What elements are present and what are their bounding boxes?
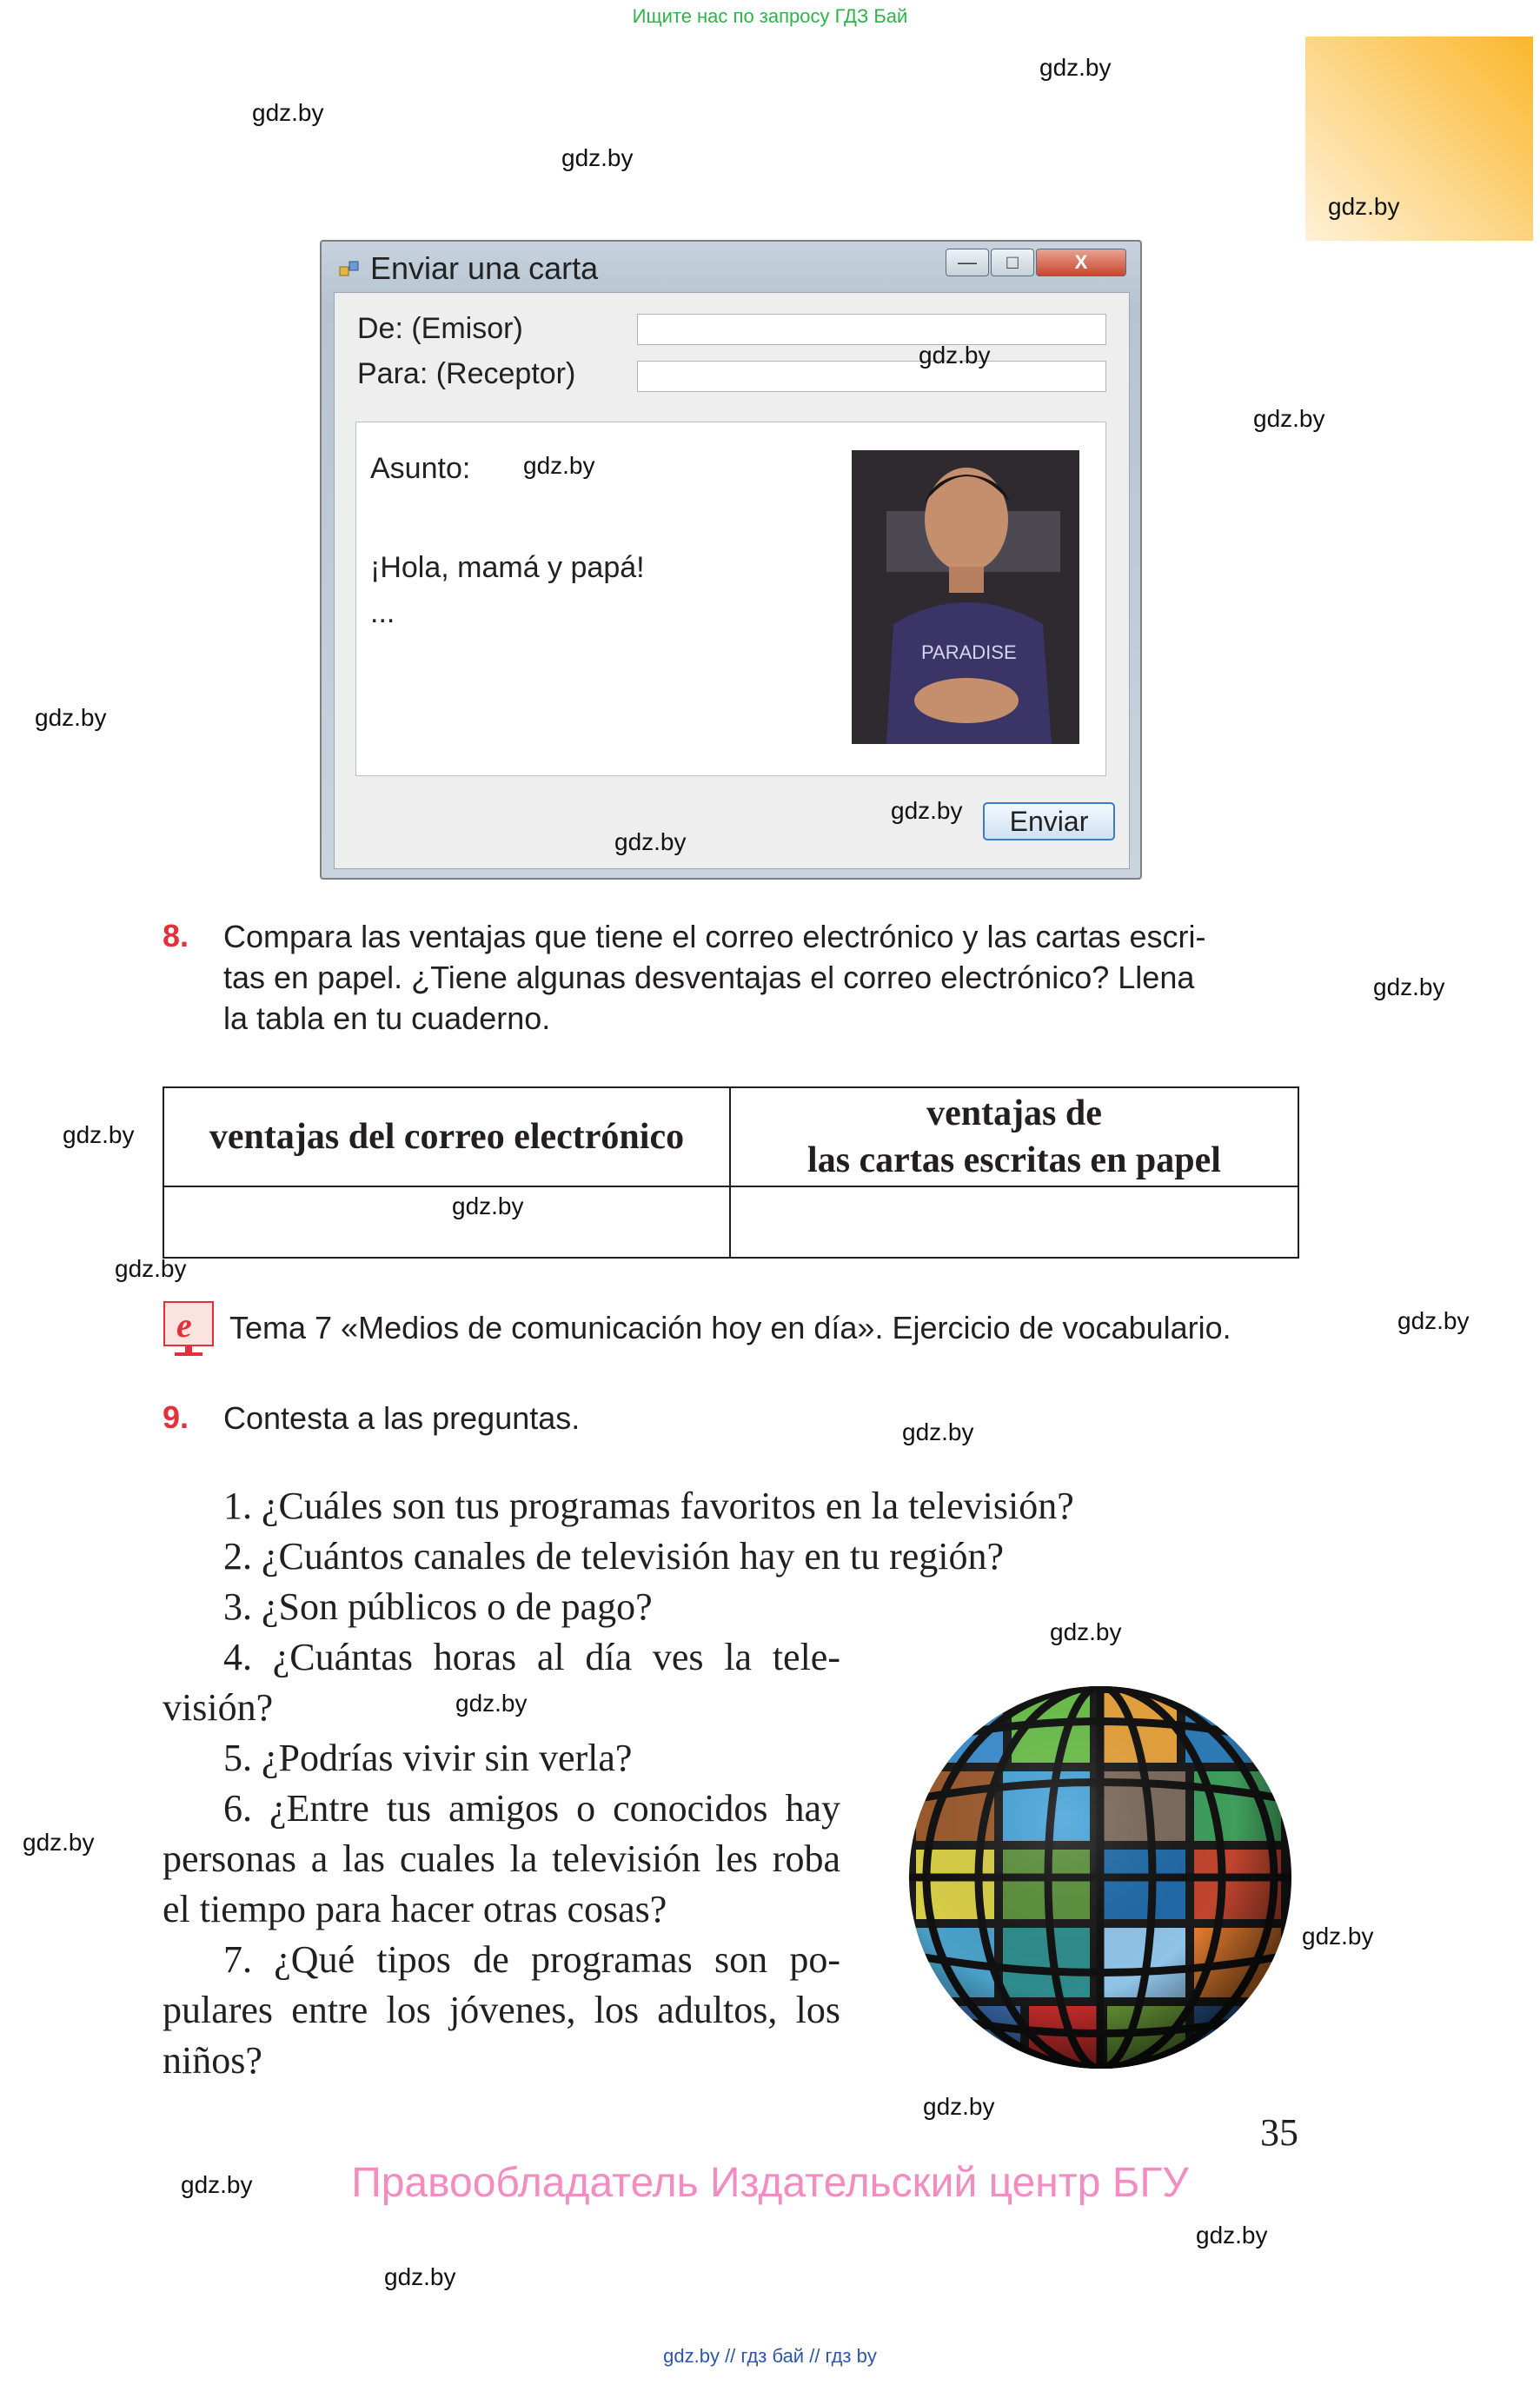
watermark: gdz.by: [455, 1690, 528, 1717]
greeting-text: ¡Hola, mamá y papá!: [370, 551, 645, 584]
minimize-icon[interactable]: —: [946, 249, 989, 276]
table-cell-email: [163, 1186, 730, 1258]
question-line: el tiempo para hacer otras cosas?: [163, 1888, 667, 1930]
watermark: gdz.by: [1050, 1618, 1122, 1645]
table-header-paper-line: las cartas escritas en papel: [807, 1140, 1221, 1180]
exercise-8-text: [223, 916, 1301, 1039]
table-cell-paper: [730, 1186, 1298, 1258]
question-line: 5. ¿Podrías vivir sin verla?: [223, 1737, 633, 1779]
copyright-notice: Правообладатель Издательский центр БГУ: [351, 2160, 1189, 2206]
top-banner[interactable]: Ищите нас по запросу ГДЗ Бай: [632, 5, 908, 27]
watermark: gdz.by: [1328, 193, 1400, 220]
watermark: gdz.by: [252, 99, 324, 126]
watermark: gdz.by: [384, 2263, 456, 2290]
advantages-table: [163, 1086, 1299, 1259]
watermark: gdz.by: [35, 704, 107, 731]
question-line: niños?: [163, 2039, 262, 2082]
sender-photo: [852, 450, 1079, 744]
e-task-icon: [163, 1300, 220, 1358]
page-number: 35: [1260, 2111, 1298, 2154]
to-field[interactable]: [637, 361, 1106, 392]
watermark: gdz.by: [923, 2093, 995, 2120]
send-letter-dialog: [320, 240, 1142, 880]
from-field[interactable]: [637, 314, 1106, 345]
question-line: 6. ¿Entre tus amigos o conocidos hay: [223, 1787, 840, 1830]
exercise-9-title: Contesta a las preguntas.: [223, 1400, 581, 1436]
from-label: De: (Emisor): [357, 312, 523, 345]
dialog-title: Enviar una carta: [370, 250, 599, 286]
watermark: gdz.by: [1253, 405, 1325, 432]
table-header-paper-line: ventajas de: [926, 1093, 1102, 1133]
exercise-9-number: 9.: [163, 1399, 189, 1435]
exercise-8-number: 8.: [163, 918, 189, 953]
message-body[interactable]: [355, 422, 1106, 776]
watermark: gdz.by: [919, 342, 991, 369]
maximize-icon[interactable]: □: [991, 249, 1034, 276]
ellipsis-text: ...: [370, 596, 395, 629]
question-line: 4. ¿Cuántas horas al día ves la tele-: [223, 1636, 840, 1678]
e-task-letter: e: [176, 1305, 192, 1345]
exercise-8-line: tas en papel. ¿Tiene algunas desventajas el correo electrónico? Llena: [223, 960, 1195, 995]
watermark: gdz.by: [1373, 973, 1445, 1000]
watermark: gdz.by: [452, 1192, 524, 1219]
watermark: gdz.by: [1302, 1923, 1374, 1950]
tv-globe-image: [907, 1684, 1293, 2070]
question-line: 3. ¿Son públicos o de pago?: [223, 1585, 653, 1628]
watermark: gdz.by: [63, 1121, 135, 1148]
close-icon[interactable]: X: [1036, 249, 1126, 276]
watermark: gdz.by: [115, 1255, 187, 1282]
watermark: gdz.by: [891, 797, 963, 824]
table-header-email: ventajas del correo electrónico: [163, 1087, 730, 1186]
watermark: gdz.by: [1039, 54, 1112, 81]
window-app-icon: [339, 259, 360, 280]
svg-text:PARADISE: PARADISE: [921, 641, 1017, 663]
watermark: gdz.by: [23, 1829, 95, 1856]
question-line: personas a las cuales la televisión les roba: [163, 1837, 840, 1880]
bottom-banner[interactable]: gdz.by // гдз бай // гдз by: [663, 2345, 877, 2367]
watermark: gdz.by: [561, 144, 634, 171]
question-line: 2. ¿Cuántos canales de televisión hay en tu región?: [223, 1535, 1005, 1578]
question-line: 1. ¿Cuáles son tus programas favoritos en la televisión?: [223, 1485, 1074, 1527]
dialog-body: [334, 292, 1130, 869]
watermark: gdz.by: [902, 1418, 974, 1445]
exercise-8-line: Compara las ventajas que tiene el correo electrónico y las cartas escri-: [223, 919, 1206, 954]
watermark: gdz.by: [614, 828, 687, 855]
watermark: gdz.by: [523, 452, 595, 479]
watermark: gdz.by: [1196, 2222, 1268, 2249]
table-header-paper: [730, 1087, 1298, 1186]
question-line: pulares entre los jóvenes, los adultos, los: [163, 1989, 840, 2031]
question-line: 7. ¿Qué tipos de programas son po-: [223, 1938, 840, 1981]
watermark: gdz.by: [181, 2171, 253, 2198]
exercise-8-line: la tabla en tu cuaderno.: [223, 1000, 551, 1036]
to-label: Para: (Receptor): [357, 357, 576, 390]
question-line: visión?: [163, 1686, 274, 1729]
window-controls: [946, 249, 1133, 280]
e-task-text[interactable]: Tema 7 «Medios de comunicación hoy en día». Ejercicio de vocabulario.: [229, 1310, 1231, 1345]
watermark: gdz.by: [1397, 1307, 1470, 1334]
subject-label: Asunto:: [370, 452, 471, 485]
send-button[interactable]: Enviar: [983, 802, 1115, 840]
